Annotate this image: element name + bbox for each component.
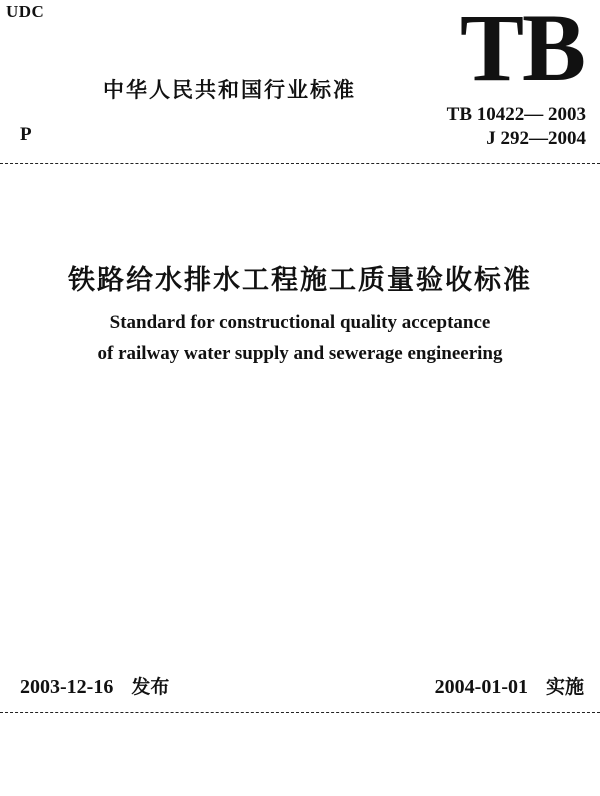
udc-label: UDC xyxy=(6,2,45,21)
implement-label: 实施 xyxy=(545,676,584,698)
standard-number: TB 10422— 2003 xyxy=(446,104,586,125)
issue-date-block xyxy=(20,672,169,699)
issue-date: 2003-12-16 xyxy=(20,676,114,698)
document-title-chinese: 铁路给水排水工程施工质量验收标准 xyxy=(68,265,532,296)
header-divider xyxy=(0,163,600,164)
implement-date: 2004-01-01 xyxy=(434,676,528,698)
industry-standard-heading: 中华人民共和国行业标准 xyxy=(103,78,356,102)
record-number: J 292—2004 xyxy=(486,128,586,149)
classification-code: P xyxy=(20,124,32,145)
footer-divider xyxy=(0,712,600,713)
implement-date-block xyxy=(435,672,584,699)
document-title-english-line2: of railway water supply and sewerage engineering xyxy=(97,343,503,364)
document-title-english-line1: Standard for constructional quality acceptance xyxy=(109,312,491,333)
tb-logo: TB xyxy=(460,0,585,101)
issue-label: 发布 xyxy=(131,676,170,698)
